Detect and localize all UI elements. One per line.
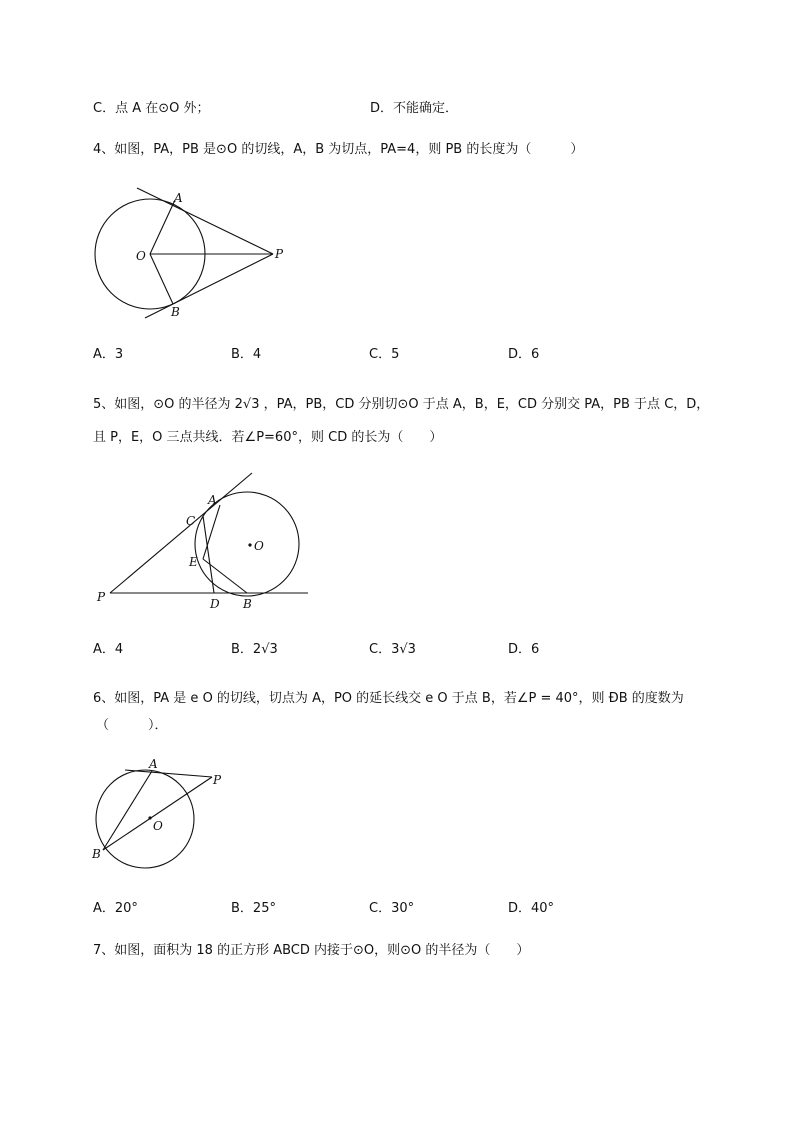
q5-center-dot <box>248 543 251 546</box>
q6-option-b: B．25° <box>231 901 276 916</box>
q4-label-b: B <box>171 305 180 319</box>
q5-label-b: B <box>243 597 252 611</box>
q6-line-pb <box>103 777 212 850</box>
q6-label-b: B <box>92 847 101 861</box>
q6-option-d: D．40° <box>508 901 555 916</box>
q6-figure <box>85 755 235 870</box>
q6-option-a: A．20° <box>93 901 138 916</box>
q5-figure <box>90 465 320 615</box>
q6-stem-line2: （ ）． <box>96 718 168 733</box>
q5-label-e: E <box>189 555 198 569</box>
q6-option-c: C．30° <box>369 901 415 916</box>
q3-option-c: C．点 A 在⊙O 外； <box>93 101 210 116</box>
q6-label-p: P <box>213 773 222 787</box>
q4-figure <box>85 180 305 325</box>
q5-label-c: C <box>186 514 196 528</box>
q4-tangent-pa <box>137 188 273 254</box>
q5-option-c: C．3√3 <box>369 642 416 657</box>
q5-label-o: O <box>254 539 264 553</box>
q4-stem: 4、如图，PA，PB 是⊙O 的切线，A，B 为切点，PA=4，则 PB 的长度为（ ） <box>93 142 584 157</box>
q4-radius-oa <box>150 200 175 254</box>
q5-option-b: B．2√3 <box>231 642 278 657</box>
q7-stem: 7、如图，面积为 18 的正方形 ABCD 内接于⊙O，则⊙O 的半径为（ ） <box>93 943 530 958</box>
q5-label-d: D <box>210 597 220 611</box>
q6-chord-ab <box>103 771 152 850</box>
q5-label-p: P <box>97 590 106 604</box>
q5-chord-eb <box>203 559 247 593</box>
q5-line-pa <box>110 473 252 593</box>
q6-label-a: A <box>149 757 158 771</box>
q6-stem-line1: 6、如图，PA 是 e O 的切线，切点为 A，PO 的延长线交 e O 于点 B，若∠P = 40°，则 ÐB 的度数为 <box>93 691 684 706</box>
q4-option-d: D．6 <box>508 347 540 362</box>
q5-option-d: D．6 <box>508 642 540 657</box>
q5-stem-line2: 且 P，E，O 三点共线．若∠P=60°，则 CD 的长为（ ） <box>93 430 443 445</box>
q3-option-d: D．不能确定． <box>370 101 459 116</box>
q4-label-p: P <box>275 247 284 261</box>
q5-stem-line1: 5、如图，⊙O 的半径为 2√3 ，PA，PB，CD 分别切⊙O 于点 A，B，E，CD 分别交 PA，PB 于点 C，D， <box>93 397 710 412</box>
q5-option-a: A．4 <box>93 642 124 657</box>
q4-option-a: A．3 <box>93 347 124 362</box>
q4-option-b: B．4 <box>231 347 262 362</box>
q4-label-a: A <box>174 191 183 205</box>
q6-label-o: O <box>153 819 163 833</box>
q4-label-o: O <box>136 249 146 263</box>
q4-radius-ob <box>150 254 173 304</box>
q4-option-c: C．5 <box>369 347 400 362</box>
q5-label-a: A <box>208 493 217 507</box>
q6-circle <box>96 770 194 868</box>
